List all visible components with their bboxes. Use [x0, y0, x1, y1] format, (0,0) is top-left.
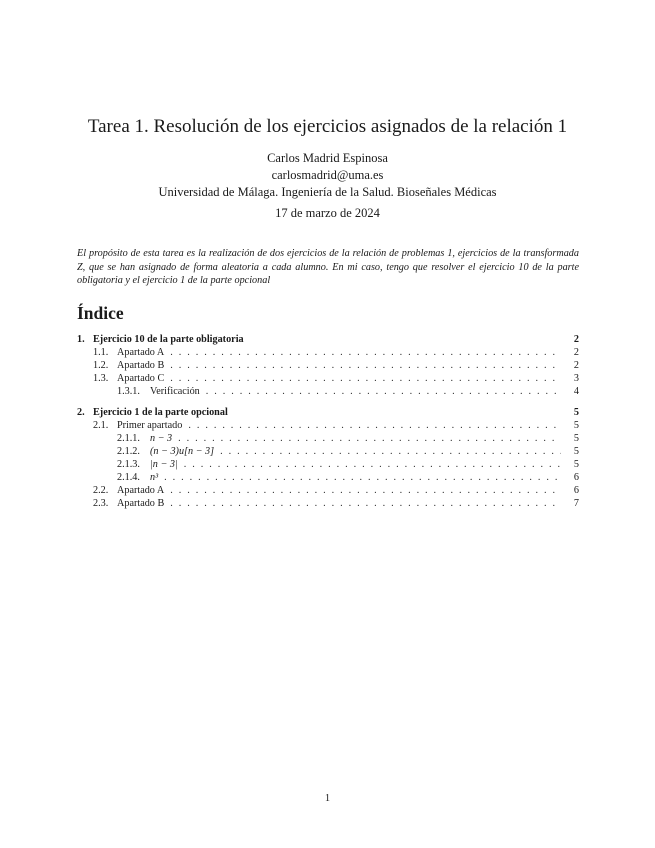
toc-entry-number: 2.3. [93, 498, 109, 509]
toc-entry-subsubsection[interactable] [77, 385, 579, 398]
toc-entry-label: |n − 3| [150, 459, 178, 470]
toc-entry-page: 5 [573, 446, 579, 457]
toc-leader-dots [170, 372, 561, 385]
toc-entry-page: 6 [573, 472, 579, 483]
toc-entry-number: 1. [77, 334, 85, 345]
toc-entry-subsection[interactable] [77, 484, 579, 497]
toc-leader-dots [170, 346, 561, 359]
toc-entry-page: 5 [573, 420, 579, 431]
toc-entry-number: 1.3. [93, 373, 109, 384]
toc-entry-label: Apartado A [117, 347, 165, 358]
toc-entry-label: n − 3 [150, 433, 173, 444]
toc-entry-number: 1.2. [93, 360, 109, 371]
toc-leader-dots [220, 445, 561, 458]
toc-entry-page: 2 [573, 334, 579, 345]
toc-entry-subsubsection[interactable] [77, 432, 579, 445]
toc-entry-number: 2.2. [93, 485, 109, 496]
toc-entry-section-1[interactable] [77, 333, 579, 346]
toc-entry-number: 2.1.4. [117, 472, 140, 483]
toc-leader-dots [170, 484, 561, 497]
toc-entry-number: 2. [77, 407, 85, 418]
toc-entry-page: 5 [573, 407, 579, 418]
toc-heading: Índice [77, 303, 124, 323]
toc-entry-page: 6 [573, 485, 579, 496]
toc-entry-label: Apartado B [117, 498, 165, 509]
toc-entry-subsubsection[interactable] [77, 458, 579, 471]
page-number: 1 [324, 793, 331, 804]
author-block [0, 150, 655, 201]
toc-entry-page: 4 [573, 386, 579, 397]
toc-entry-number: 2.1.1. [117, 433, 140, 444]
toc-entry-label: Apartado B [117, 360, 165, 371]
document-title: Tarea 1. Resolución de los ejercicios asignados de la relación 1 [87, 116, 568, 137]
toc-entry-page: 2 [573, 347, 579, 358]
toc-leader-dots [188, 419, 561, 432]
toc-entry-section-2[interactable] [77, 406, 579, 419]
toc-entry-number: 2.1.3. [117, 459, 140, 470]
toc-leader-dots [206, 385, 561, 398]
toc-entry-subsection[interactable] [77, 372, 579, 385]
toc-entry-page: 7 [573, 498, 579, 509]
toc-entry-label: Ejercicio 1 de la parte opcional [93, 407, 228, 418]
abstract: El propósito de esta tarea es la realización de dos ejercicios de la relación de problemas 1, ejercicios de la transformada Z, que se han asignado de forma aleatoria a cada alumno. En mi caso, tengo que resolver el ejercicio 10 de la parte obligatoria y el ejercicio 1 de la parte opcional [77, 248, 579, 286]
toc-entry-number: 1.3.1. [117, 386, 140, 397]
toc-entry-subsection[interactable] [77, 497, 579, 510]
toc-entry-page: 5 [573, 459, 579, 470]
toc-entry-label: (n − 3)u[n − 3] [150, 446, 215, 457]
toc-entry-subsubsection[interactable] [77, 445, 579, 458]
toc-entry-label: Primer apartado [117, 420, 183, 431]
toc-entry-subsubsection[interactable] [77, 471, 579, 484]
toc-entry-subsection[interactable] [77, 346, 579, 359]
toc-entry-label: Verificación [150, 386, 200, 397]
toc-entry-label: Apartado A [117, 485, 165, 496]
author-affiliation: Universidad de Málaga. Ingeniería de la Salud. Bioseñales Médicas [158, 185, 497, 199]
toc-entry-label: Apartado C [117, 373, 165, 384]
author-name: Carlos Madrid Espinosa [267, 151, 388, 165]
toc-entry-label: Ejercicio 10 de la parte obligatoria [93, 334, 244, 345]
toc-leader-dots [164, 471, 561, 484]
toc-entry-page: 5 [573, 433, 579, 444]
toc-entry-subsection[interactable] [77, 359, 579, 372]
toc-entry-label: n³ [150, 472, 159, 483]
toc-leader-dots [170, 359, 561, 372]
document-date: 17 de marzo de 2024 [275, 206, 380, 220]
toc-entry-page: 3 [573, 373, 579, 384]
toc-entry-number: 2.1.2. [117, 446, 140, 457]
toc-entry-subsection[interactable] [77, 419, 579, 432]
toc-entry-number: 1.1. [93, 347, 109, 358]
author-email: carlosmadrid@uma.es [271, 168, 384, 182]
toc-leader-dots [178, 432, 561, 445]
toc-entry-page: 2 [573, 360, 579, 371]
toc-leader-dots [184, 458, 561, 471]
toc-entry-number: 2.1. [93, 420, 109, 431]
toc-leader-dots [170, 497, 561, 510]
